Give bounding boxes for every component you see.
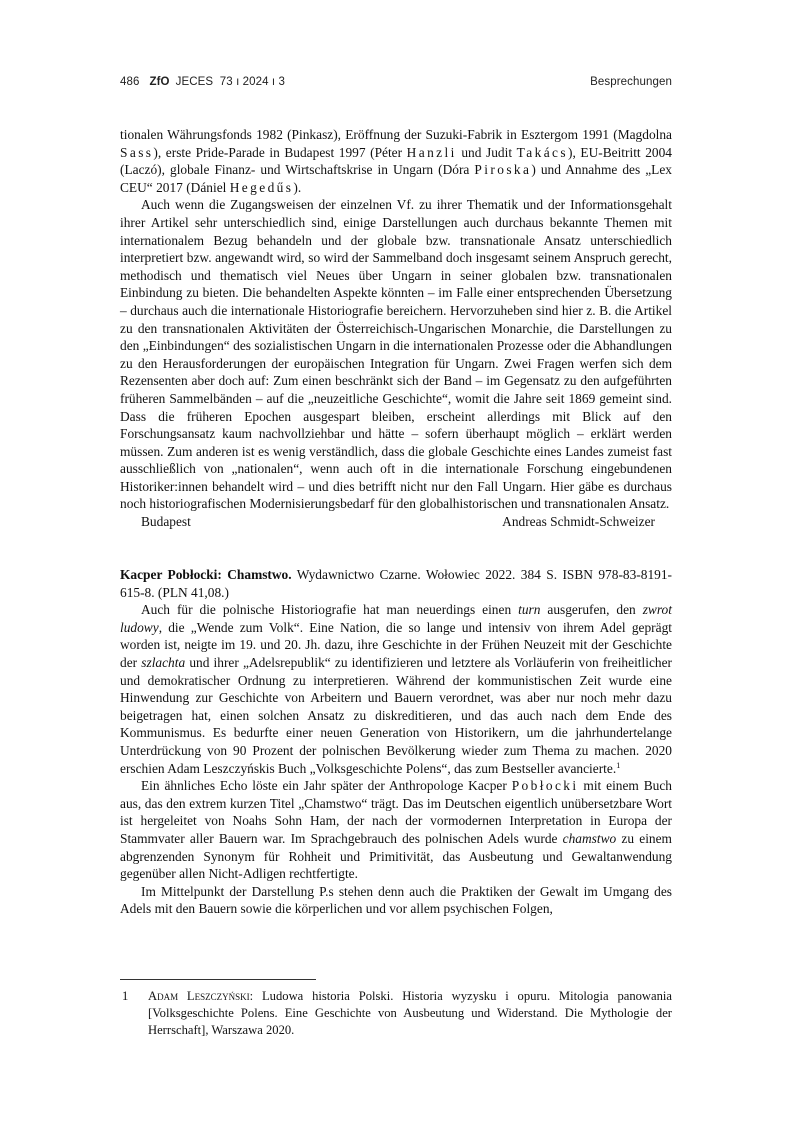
- footnote: [120, 988, 672, 1039]
- person-name: Piroska: [474, 162, 532, 178]
- footnote-number: 1: [122, 989, 129, 1003]
- text-run: Ein ähnliches Echo löste ein Jahr später der Anthropologe Kacper: [141, 778, 507, 794]
- text-run: Auch für die polnische Historiografie hat man neuerdings einen: [141, 602, 512, 618]
- page-number: 486: [120, 76, 140, 88]
- review-place: Budapest: [141, 514, 191, 530]
- book-details: Wydawnictwo Czarne. Wołowiec 2022. 384 S. ISBN 978-83-8191-615-8. (PLN 41,08.): [120, 567, 672, 600]
- person-name: Takács: [516, 144, 569, 160]
- review1-paragraph-2: Auch wenn die Zugangsweisen der einzelnen Vf. zu ihrer Thematik und der Informationsgehalt ihrer Artikel sehr unterschiedlich sind, einige Darstellungen auch durchaus bekannte Themen mit internationalem Bezug behandeln und der globale bzw. transnationale Ansatz unterschiedlich interpretiert bzw. angewandt wird, so wird der Sammelband doch insgesamt seinem Anspruch gerecht, methodisch und thematisch viel Neues über Ungarn in seiner globalen bzw. transnationalen Einbindung zu bieten. Die behandelten Aspekte könnten – im Falle einer entsprechenden Übersetzung – durchaus auch die internationale Historiografie bereichern. Hervorzuheben sind hier z. B. die Artikel zu den transnationalen Aktivitäten der Österreichisch-Ungarischen Monarchie, die Darstellungen zu den „Einbindungen“ des sozialistischen Ungarn in die internationalen Prozesse oder die Abhandlungen zu den Herausforderungen der europäischen Integration für Ungarn. Zwei Fragen werfen sich dem Rezensenten aber doch auf: Zum einen beschränkt sich der Band – im Gegensatz zu den aufgeführten früheren Sammelbänden – auf die „neuzeitliche Geschichte“, womit die Jahre seit 1869 gemeint sind. Dass die früheren Epochen ausgespart bleiben, erscheint allerdings mit Blick auf den Forschungsansatz kaum nachvollziehbar und hätte – sofern überhaupt möglich – erklärt werden müssen. Zum anderen ist es wenig verständlich, dass die globale Geschichte eines Landes zumeist fast ausschließlich von „nationalen“, wenn auch oft in die internationale Forschung eingebundenen Historiker:innen behandelt wird – und dies betrifft nicht nur den Fall Ungarn. Hier gäbe es durchaus noch historiografischen Modernisierungsbedarf für den globalhistorischen und transnationalen Ansatz.: [120, 197, 672, 512]
- review1-paragraph-1: [120, 126, 672, 196]
- text-run: und Judit: [461, 144, 513, 160]
- footnote-divider: [120, 979, 316, 980]
- reviewer-name: Andreas Schmidt-Schweizer: [502, 514, 655, 530]
- review2-paragraph-2: [120, 777, 672, 883]
- footnote-text: [148, 988, 672, 1039]
- review2-heading: [120, 566, 672, 601]
- running-head: [120, 76, 672, 92]
- text-run: mit einem Buch aus, das den extrem kurzen Titel „Chamstwo“ trägt. Das im Deutschen eigentlich unübersetzbare Wort ist hergeleitet von Noahs Sohn Ham, der nach der vormodernen Interpretation in Europa der Stammvater aller Bauern war. Im Sprachgebrauch des polnischen Adels wurde: [120, 778, 672, 846]
- review2-paragraph-3: Im Mittelpunkt der Darstellung P.s stehen denn auch die Praktiken der Gewalt im Umgang des Adels mit den Bauern sowie die körperlichen und vor allem psychischen Folgen,: [120, 883, 672, 917]
- running-head-left: [120, 76, 285, 88]
- footnote-reference: 1: [616, 759, 621, 770]
- person-name: Pobłocki: [511, 778, 579, 794]
- journal-series: JECES: [175, 76, 214, 88]
- person-name: Hegedűs: [229, 179, 294, 195]
- italic-term: szlachta: [141, 655, 186, 671]
- review2-paragraph-1: [120, 601, 672, 777]
- italic-term: chamstwo: [562, 830, 617, 846]
- footnote-author: Adam Leszczyński: [148, 989, 250, 1003]
- italic-term: turn: [518, 602, 541, 618]
- person-name: Sass: [120, 144, 154, 160]
- text-run: ), erste Pride-Parade in Budapest 1997 (Péter: [153, 144, 403, 160]
- review1-signature: [120, 513, 672, 531]
- book-author-title: Kacper Pobłocki: Chamstwo.: [120, 567, 292, 583]
- text-run: ausgerufen, den: [547, 602, 636, 618]
- text-run: , die „Wende zum Volk“. Eine Nation, die so lange und intensiv von ihrem Adel geprägt worden ist, neigte im 19. und 20. Jh. dazu, ihre Geschichte in der Frühen Neuzeit mit der Geschichte der: [120, 619, 672, 671]
- person-name: Hanzli: [406, 144, 457, 160]
- body-text: [120, 126, 672, 918]
- text-run: tionalen Währungsfonds 1982 (Pinkasz), Eröffnung der Suzuki-Fabrik in Esztergom 1991 (Magdolna: [120, 127, 672, 142]
- italic-term: zwrot ludowy: [120, 602, 672, 635]
- section-title: Besprechungen: [590, 76, 672, 88]
- footnote-body: : Ludowa historia Polski. Historia wyzysku i opuru. Mitologia panowania [Volksgeschichte Polens. Eine Geschichte von Ausbeutung und Widerstand. Die Mythologie der Herrschaft], Warszawa 2020.: [148, 989, 672, 1037]
- journal-abbrev: ZfO: [149, 76, 170, 88]
- volume-issue: 73 ı 2024 ı 3: [219, 76, 286, 88]
- text-run: ), EU-Beitritt 2004 (Laczó), globale Finanz- und Wirtschaftskrise in Ungarn (Dóra: [120, 144, 672, 178]
- text-run: ) und Annahme des „Lex CEU“ 2017 (Dániel: [120, 162, 672, 195]
- text-run: zu einem abgrenzenden Synonym für Rohheit und Primitivität, das Ausbeutung und Gewaltanwendung gegenüber allen Nicht-Adligen rechtfertigte.: [120, 830, 672, 882]
- text-run: ).: [293, 179, 302, 195]
- text-run: und ihrer „Adelsrepublik“ zu identifizieren und letztere als Vorläuferin von freiheitlicher und demokratischer Ordnung zu interpretieren. Während der kommunistischen Zeit wurde eine Hinwendung zur Geschichte von Arbeitern und Bauern verordnet, was aber nur noch mehr dazu beigetragen hat, einen solchen Ansatz zu diskreditieren, und das auch nach dem Ende des Kommunismus. Es bedurfte einer neuen Generation von Historikern, um die jahrhundertelange Unterdrückung von 90 Prozent der polnischen Bevölkerung wieder zum Thema zu machen. 2020 erschien Adam Leszczyńskis Buch „Volksgeschichte Polens“, das zum Bestseller avancierte.: [120, 655, 672, 776]
